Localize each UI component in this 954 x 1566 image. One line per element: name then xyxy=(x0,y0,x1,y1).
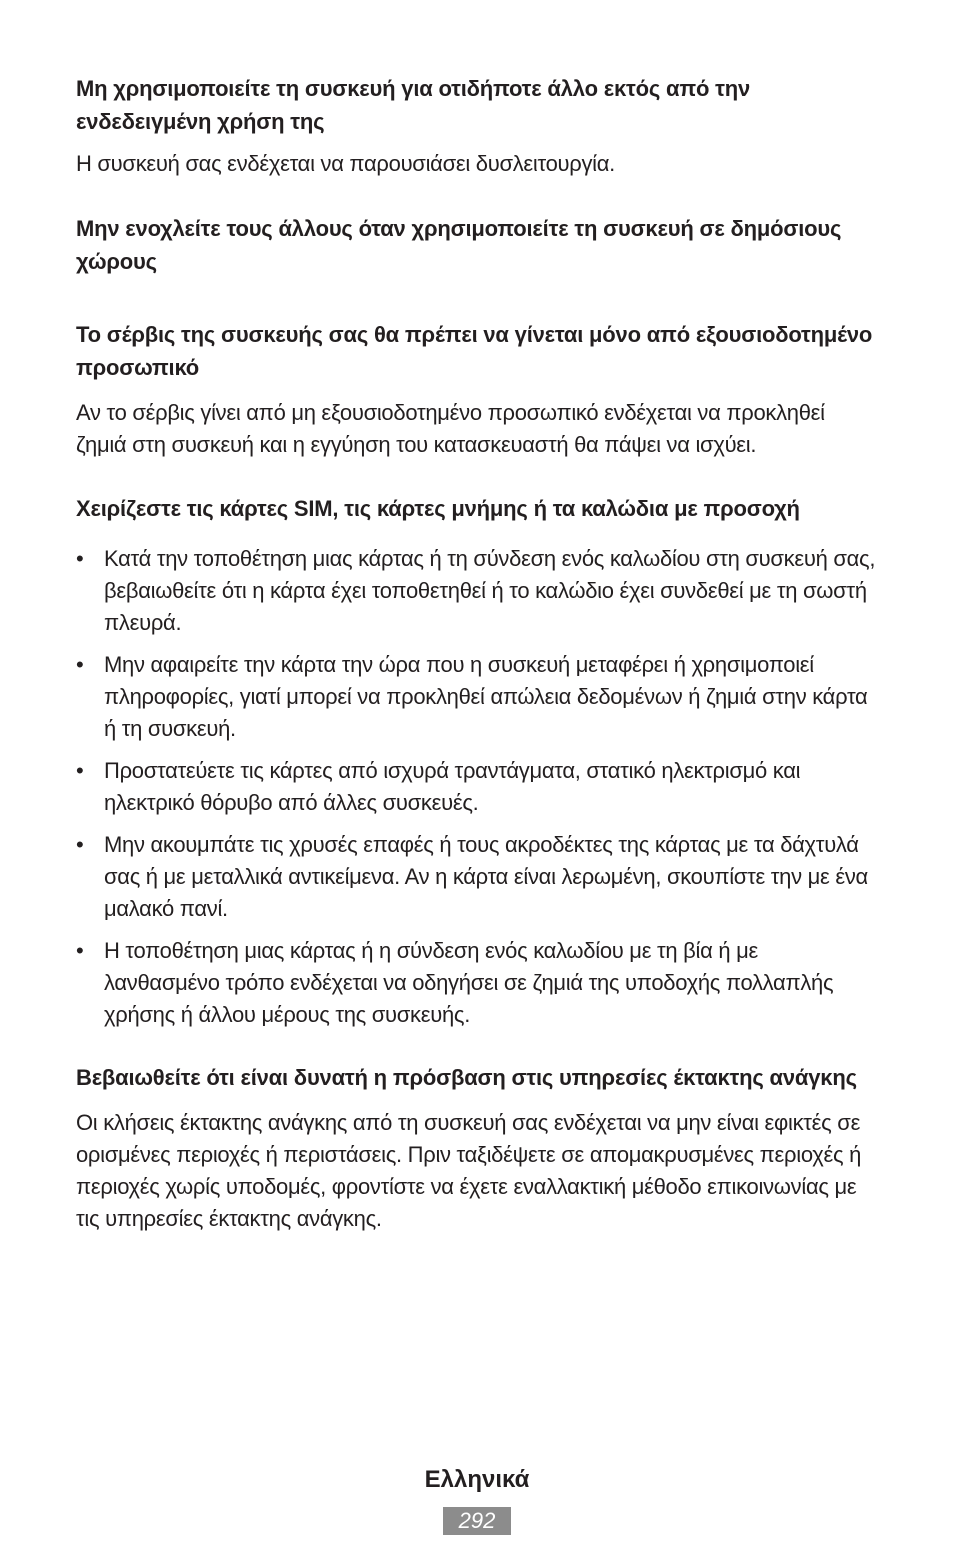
section-intended-use xyxy=(76,72,876,180)
bullet-icon: • xyxy=(76,546,84,571)
bullet-list xyxy=(76,543,876,1031)
list-item-text: Προστατεύετε τις κάρτες από ισχυρά τραντάγματα, στατικό ηλεκτρισμό και ηλεκτρικό θόρυβο από άλλες συσκευές. xyxy=(104,758,801,815)
bullet-icon: • xyxy=(76,758,84,783)
section-heading: Το σέρβις της συσκευής σας θα πρέπει να γίνεται μόνο από εξουσιοδοτημένο προσωπικό xyxy=(76,322,873,380)
list-item xyxy=(76,935,876,1031)
list-item-text: Η τοποθέτηση μιας κάρτας ή η σύνδεση ενός καλωδίου με τη βία ή με λανθασμένο τρόπο ενδέχεται να οδηγήσει σε ζημιά της υποδοχής πολλαπλής χρήσης ή άλλου μέρους της συσκευής. xyxy=(104,938,834,1027)
bullet-icon: • xyxy=(76,652,84,677)
list-item-text: Μην αφαιρείτε την κάρτα την ώρα που η συσκευή μεταφέρει ή χρησιμοποιεί πληροφορίες, γιατί μπορεί να προκληθεί απώλεια δεδομένων ή ζημιά στην κάρτα ή τη συσκευή. xyxy=(104,652,868,741)
section-body: Αν το σέρβις γίνει από μη εξουσιοδοτημένο προσωπικό ενδέχεται να προκληθεί ζημιά στη συσκευή και η εγγύηση του κατασκευαστή θα πάψει να ισχύει. xyxy=(76,400,825,457)
bullet-icon: • xyxy=(76,938,84,963)
section-public-places xyxy=(76,212,876,278)
list-item xyxy=(76,829,876,925)
manual-page-content xyxy=(76,72,876,1235)
list-item xyxy=(76,543,876,639)
list-item-text: Μην ακουμπάτε τις χρυσές επαφές ή τους ακροδέκτες της κάρτας με τα δάχτυλά σας ή με μεταλλικά αντικείμενα. Αν η κάρτα είναι λερωμένη, σκουπίστε την με ένα μαλακό πανί. xyxy=(104,832,868,921)
list-item-text: Κατά την τοποθέτηση μιας κάρτας ή τη σύνδεση ενός καλωδίου στη συσκευή σας, βεβαιωθείτε ότι η κάρτα έχει τοποθετηθεί ή το καλώδιο έχει συνδεθεί με τη σωστή πλευρά. xyxy=(104,546,876,635)
list-item xyxy=(76,649,876,745)
bullet-icon: • xyxy=(76,832,84,857)
footer-language-label: Ελληνικά xyxy=(424,1466,530,1493)
section-body: Η συσκευή σας ενδέχεται να παρουσιάσει δυσλειτουργία. xyxy=(76,151,615,176)
section-emergency-services xyxy=(76,1061,876,1235)
section-body: Οι κλήσεις έκτακτης ανάγκης από τη συσκευή σας ενδέχεται να μην είναι εφικτές σε ορισμένες περιοχές ή περιστάσεις. Πριν ταξιδέψετε σε απομακρυσμένες περιοχές ή περιοχές χωρίς υποδομές, φροντίστε να έχετε εναλλακτική μέθοδο επικοινωνίας με τις υπηρεσίες έκτακτης ανάγκης. xyxy=(76,1110,862,1231)
section-heading: Χειρίζεστε τις κάρτες SIM, τις κάρτες μνήμης ή τα καλώδια με προσοχή xyxy=(76,496,800,521)
section-authorized-service xyxy=(76,318,876,461)
section-cards-and-cables xyxy=(76,492,876,1031)
section-heading: Βεβαιωθείτε ότι είναι δυνατή η πρόσβαση στις υπηρεσίες έκτακτης ανάγκης xyxy=(76,1065,857,1090)
section-heading: Μην ενοχλείτε τους άλλους όταν χρησιμοποιείτε τη συσκευή σε δημόσιους χώρους xyxy=(76,216,842,274)
list-item xyxy=(76,755,876,819)
section-heading: Μη χρησιμοποιείτε τη συσκευή για οτιδήποτε άλλο εκτός από την ενδεδειγμένη χρήση της xyxy=(76,76,751,134)
page-number-badge: 292 xyxy=(443,1507,511,1535)
